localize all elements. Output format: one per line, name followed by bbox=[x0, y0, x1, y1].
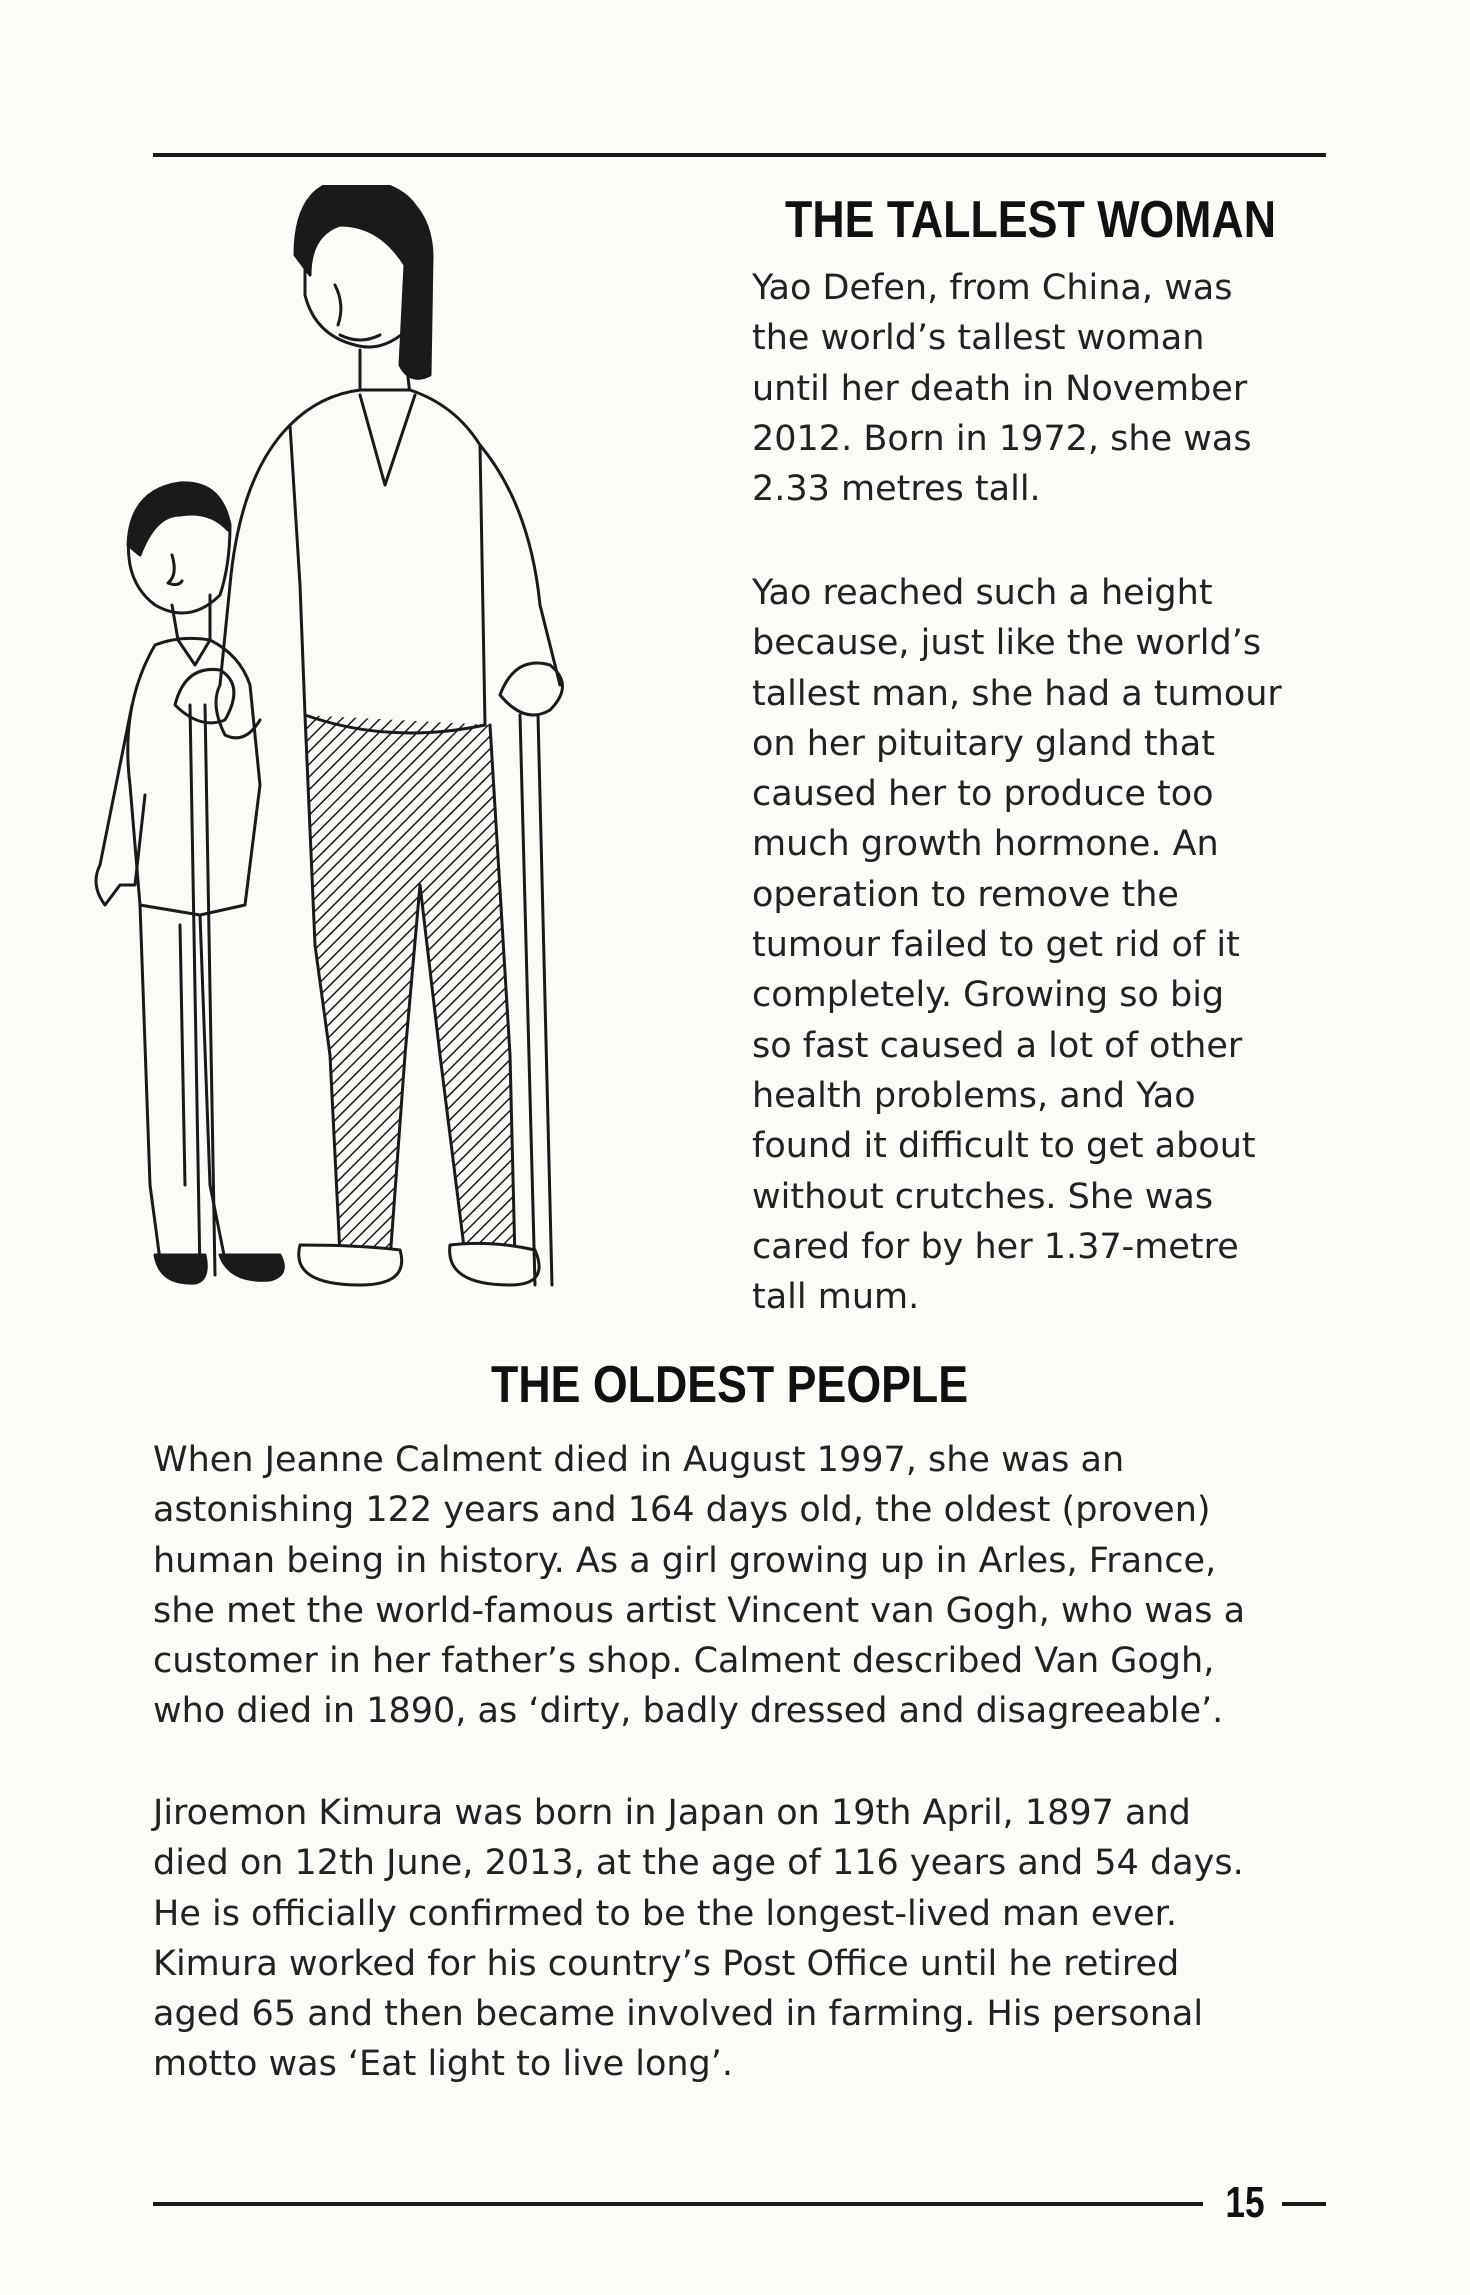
small-man-figure bbox=[96, 483, 283, 1283]
oldest-people-paragraph-2: Jiroemon Kimura was born in Japan on 19th April, 1897 and died on 12th June, 2013, at the age of 116 years and 54 days. He is officially confirmed to be the longest-lived man ever. Kimura worked for his country’s Post Office until he retired aged 65 and then became involved in farming. His personal motto was ‘Eat light to live long’. bbox=[153, 1793, 1244, 2085]
tallest-woman-heading: THE TALLEST WOMAN bbox=[785, 191, 1277, 249]
bottom-rule bbox=[153, 2202, 1203, 2206]
tall-woman-figure bbox=[216, 185, 560, 1285]
top-rule bbox=[153, 153, 1326, 157]
tallest-woman-paragraph-2: Yao reached such a height because, just like the world’s tallest man, she had a tumour on her pituitary gland that caused her to produce too much growth hormone. An operation to remove the tumour failed to get rid of it completely. Growing so big so fast caused a lot of other health problems, and Yao found it difficult to get about without crutches. She was cared for by her 1.37-metre tall mum. bbox=[752, 573, 1282, 1318]
oldest-people-paragraph-1: When Jeanne Calment died in August 1997, she was an astonishing 122 years and 164 days old, the oldest (proven) human being in history. As a girl growing up in Arles, France, she met the world-famous artist Vincent van Gogh, who was a customer in her father’s shop. Calment described Van Gogh, who died in 1890, as ‘dirty, badly dressed and disagreeable’. bbox=[153, 1440, 1246, 1732]
tallest-woman-paragraph-1: Yao Defen, from China, was the world’s tallest woman until her death in November 2012. Born in 1972, she was 2.33 metres tall. bbox=[752, 268, 1252, 510]
oldest-people-heading: THE OLDEST PEOPLE bbox=[491, 1356, 969, 1414]
page-number: 15 bbox=[1225, 2178, 1265, 2227]
bottom-rule-end bbox=[1282, 2202, 1326, 2206]
tall-woman-illustration bbox=[60, 185, 750, 1305]
